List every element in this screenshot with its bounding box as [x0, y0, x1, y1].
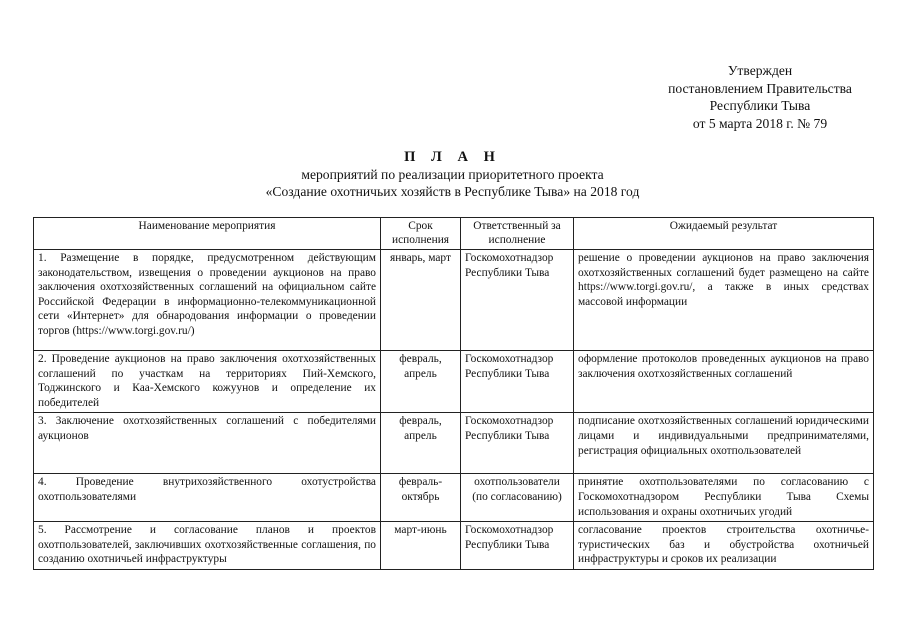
approval-line: Республики Тыва: [709, 98, 811, 113]
table-row: [34, 522, 874, 570]
cell-name: 3. Заключение охотхозяйственных соглашений с победителями аукционов: [34, 413, 381, 474]
cell-term: январь, март: [381, 250, 461, 351]
cell-name: 5. Рассмотрение и согласование планов и проектов охотпользователей, заключивших охотхозяйственные соглашения, по созданию охотничьей инфраструктуры: [34, 522, 381, 570]
table-row: [34, 474, 874, 522]
cell-term: февраль, апрель: [381, 351, 461, 413]
cell-result: оформление протоколов проведенных аукционов на право заключения охотхозяйственных соглашений: [574, 351, 874, 413]
cell-name: 1. Размещение в порядке, предусмотренном действующим законодательством, извещения о проведении аукционов на право заключения охотхозяйственных соглашений на официальном сайте Российской Федерации в информационно-телекоммуникационной сети «Интернет» для обнародования информации о проведении торгов (https://www.torgi.gov.ru/): [34, 250, 381, 351]
approval-line: Утвержден: [727, 63, 793, 78]
header-term: Срок исполнения: [381, 218, 461, 250]
cell-result: принятие охотпользователями по согласованию с Госкомохотнадзором Республики Тыва Схемы использования и охраны охотничьих угодий: [574, 474, 874, 522]
cell-responsible: Госкомохотнадзор Республики Тыва: [461, 522, 574, 570]
cell-result: подписание охотхозяйственных соглашений юридическими лицами и индивидуальными предпринимателями, регистрация официальных охотпользователей: [574, 413, 874, 474]
approval-line: от 5 марта 2018 г. № 79: [692, 115, 828, 131]
table-row: [34, 413, 874, 474]
cell-result: решение о проведении аукционов на право заключения охотхозяйственных соглашений будет размещено на сайте https://www.torgi.gov.ru/, а также в иных средствах массовой информации: [574, 250, 874, 351]
table-row: [34, 250, 874, 351]
table-header-row: [34, 218, 874, 250]
cell-responsible: Госкомохотнадзор Республики Тыва: [461, 413, 574, 474]
header-result: Ожидаемый результат: [574, 218, 874, 250]
table-row: [34, 351, 874, 413]
plan-table: [33, 217, 874, 570]
approval-line: постановлением Правительства: [668, 80, 852, 96]
plan-title: П Л А Н: [404, 149, 501, 165]
cell-term: март-июнь: [381, 522, 461, 570]
header-responsible: Ответственный за исполнение: [461, 218, 574, 250]
cell-name: 4. Проведение внутрихозяйственного охотустройства охотпользователями: [34, 474, 381, 522]
cell-responsible: Госкомохотнадзор Республики Тыва: [461, 250, 574, 351]
plan-subtitle-2: «Создание охотничьих хозяйств в Республике Тыва» на 2018 год: [265, 184, 640, 199]
plan-subtitle-1: мероприятий по реализации приоритетного проекта: [301, 167, 604, 182]
cell-term: февраль, апрель: [381, 413, 461, 474]
header-name: Наименование мероприятия: [34, 218, 381, 250]
cell-responsible: охотпользователи (по согласованию): [461, 474, 574, 522]
cell-result: согласование проектов строительства охотничье-туристических баз и обустройства охотничьей инфраструктуры и сроков их реализации: [574, 522, 874, 570]
plan-heading: [0, 148, 905, 200]
cell-term: февраль-октябрь: [381, 474, 461, 522]
approval-block: [630, 62, 890, 132]
cell-responsible: Госкомохотнадзор Республики Тыва: [461, 351, 574, 413]
cell-name: 2. Проведение аукционов на право заключения охотхозяйственных соглашений по участкам на территориях Пий-Хемского, Тоджинского и Каа-Хемского кожуунов и определение их победителей: [34, 351, 381, 413]
